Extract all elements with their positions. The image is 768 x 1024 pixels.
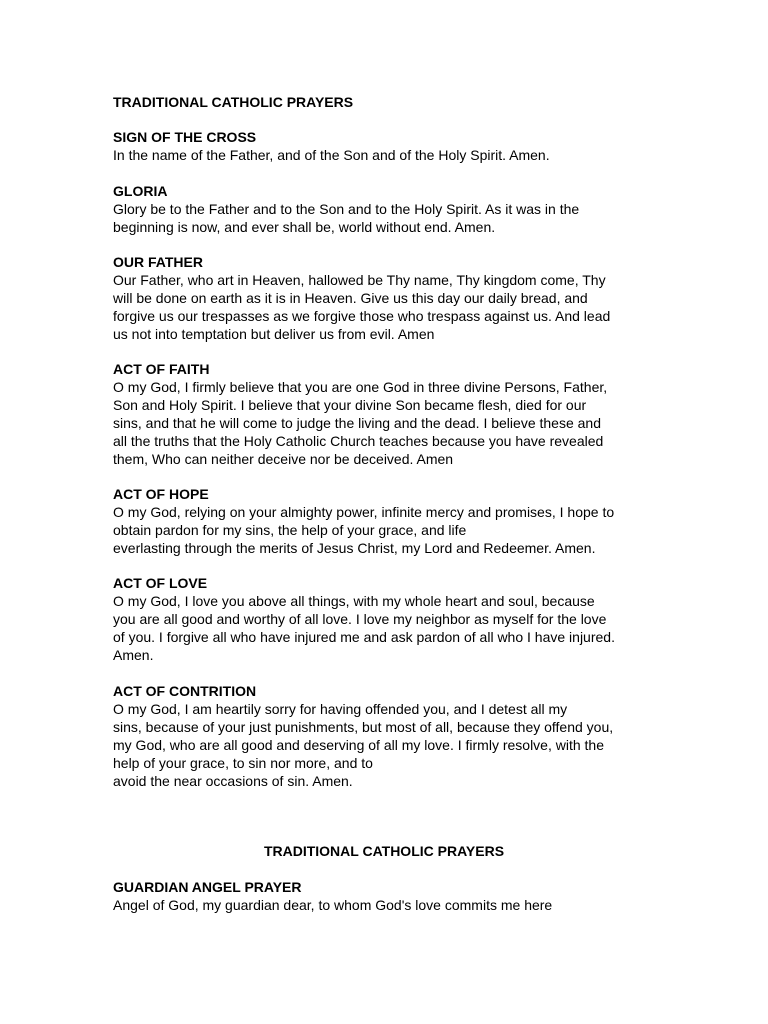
prayer-text-line: Our Father, who art in Heaven, hallowed be Thy name, Thy kingdom come, Thy [113, 272, 606, 288]
prayer-text-line: Son and Holy Spirit. I believe that your divine Son became flesh, died for our [113, 397, 587, 413]
prayer-text-line: beginning is now, and ever shall be, world without end. Amen. [113, 219, 496, 235]
prayer-text-line: O my God, I am heartily sorry for having offended you, and I detest all my [113, 701, 568, 717]
prayer-text-line: sins, and that he will come to judge the living and the dead. I believe these and [113, 415, 601, 431]
prayer-text-line: O my God, I love you above all things, with my whole heart and soul, because [113, 593, 595, 609]
prayer-text-line: my God, who are all good and deserving of all my love. I firmly resolve, with the [113, 737, 604, 753]
section-heading: GUARDIAN ANGEL PRAYER [113, 879, 302, 895]
section-sign-of-the-cross [113, 128, 673, 164]
prayer-text-line: everlasting through the merits of Jesus Christ, my Lord and Redeemer. Amen. [113, 540, 596, 556]
section-guardian-angel-prayer [113, 878, 673, 914]
prayer-text-line: In the name of the Father, and of the Son and of the Holy Spirit. Amen. [113, 147, 550, 163]
prayer-text-line: Amen. [113, 647, 154, 663]
section-act-of-hope [113, 485, 673, 557]
prayer-text-line: help of your grace, to sin nor more, and to [113, 755, 373, 771]
prayer-text-line: avoid the near occasions of sin. Amen. [113, 773, 353, 789]
prayer-text-line: sins, because of your just punishments, but most of all, because they offend you, [113, 719, 614, 735]
document-second-title: TRADITIONAL CATHOLIC PRAYERS [263, 843, 505, 859]
section-heading: ACT OF LOVE [113, 575, 208, 591]
prayer-text-line: Angel of God, my guardian dear, to whom God's love commits me here [113, 897, 553, 913]
section-heading: SIGN OF THE CROSS [113, 129, 257, 145]
section-heading: ACT OF HOPE [113, 486, 209, 502]
prayer-text-line: O my God, relying on your almighty power, infinite mercy and promises, I hope to [113, 504, 615, 520]
prayer-text-line: obtain pardon for my sins, the help of your grace, and life [113, 522, 467, 538]
prayer-text-line: them, Who can neither deceive nor be deceived. Amen [113, 451, 454, 467]
prayer-text-line: us not into temptation but deliver us from evil. Amen [113, 326, 435, 342]
section-heading: ACT OF CONTRITION [113, 683, 257, 699]
document-title: TRADITIONAL CATHOLIC PRAYERS [113, 94, 354, 110]
prayer-text-line: you are all good and worthy of all love. I love my neighbor as myself for the love [113, 611, 607, 627]
section-heading: GLORIA [113, 183, 168, 199]
section-act-of-contrition [113, 682, 673, 790]
section-heading: OUR FATHER [113, 254, 203, 270]
prayer-text-line: forgive us our trespasses as we forgive those who trespass against us. And lead [113, 308, 611, 324]
prayer-text-line: O my God, I firmly believe that you are one God in three divine Persons, Father, [113, 379, 608, 395]
section-act-of-love [113, 574, 673, 664]
section-our-father [113, 253, 673, 343]
section-gloria [113, 182, 673, 236]
prayer-text-line: of you. I forgive all who have injured me and ask pardon of all who I have injured. [113, 629, 615, 645]
section-heading: ACT OF FAITH [113, 361, 210, 377]
prayer-text-line: all the truths that the Holy Catholic Church teaches because you have revealed [113, 433, 604, 449]
section-act-of-faith [113, 360, 673, 468]
prayer-text-line: Glory be to the Father and to the Son and to the Holy Spirit. As it was in the [113, 201, 580, 217]
prayer-text-line: will be done on earth as it is in Heaven. Give us this day our daily bread, and [113, 290, 588, 306]
